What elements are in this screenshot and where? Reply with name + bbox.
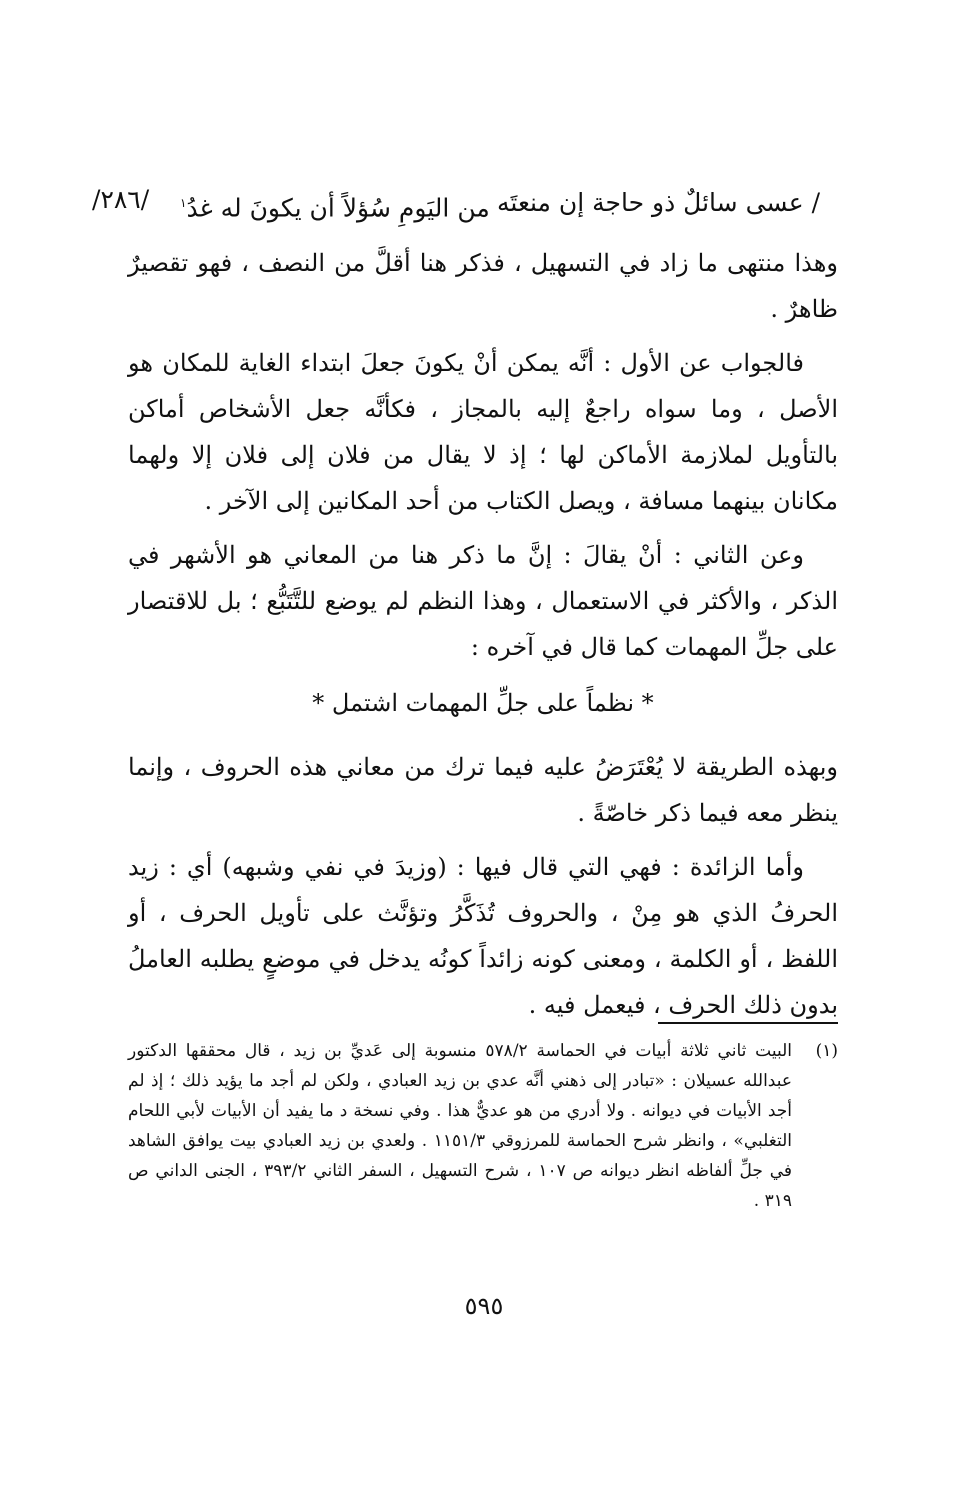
paragraph-method: وبهذه الطريقة لا يُعْتَرَضُ عليه فيما ترك من معاني هذه الحروف ، وإنما ينظر معه فيما ذكر خاصّةً . <box>128 753 838 827</box>
verse-line <box>180 178 820 233</box>
margin-page-reference: /٢٨٦/ <box>92 185 150 214</box>
verse-second-hemistich-text: من اليَومِ سُؤلاً أن يكونَ له غدُ <box>186 193 490 223</box>
paragraph-additional-min: وأما الزائدة : فهي التي قال فيها : (وزيدَ في نفي وشبهه) أي : زيد الحرفُ الذي هو مِنْ ، والحروف تُذَكَّرُ وتؤنَّث على تأويل الحرف ، أو اللفظ ، أو الكلمة ، ومعنى كونه زائداً كونُه يدخل في موضعٍ يطلبه العاملُ بدون ذلك الحرف ، فيعمل فيه . <box>128 853 838 1019</box>
paragraph-conclusion: وهذا منتهى ما زاد في التسهيل ، فذكر هنا أقلَّ من النصف ، فهو تقصيرٌ ظاهرٌ . <box>128 249 838 323</box>
footnote-text: البيت ثاني ثلاثة أبيات في الحماسة ٥٧٨/٢ منسوبة إلى عَديِّ بن زيد ، قال محققها الدكتور عبدالله عسيلان : «تبادر إلى ذهني أنَّه عدي بن زيد العبادي ، ولكن لم أجد ما يؤيد ذلك ؛ إذ لم أجد الأبيات في ديوانه . ولا أدري من هو عديٌّ هذا . وفي نسخة د ما يفيد أن الأبيات لأبي اللحام التغلبي» ، وانظر شرح الحماسة للمرزوقي ١١٥١/٣ . ولعدي بن زيد العبادي بيت يوافق الشاهد في جلِّ ألفاظه انظر ديوانه ص ١٠٧ ، شرح التسهيل ، السفر الثاني ٣٩٣/٢ ، الجنى الداني ص ٣١٩ . <box>128 1041 792 1211</box>
main-body-text <box>128 240 838 1036</box>
footnote-divider <box>658 1022 838 1024</box>
verse-first-hemistich: / عسى سائلٌ ذو حاجة إن منعتَه <box>497 188 820 217</box>
footnote-marker: ١ <box>180 196 187 210</box>
page-number: ٥٩٥ <box>464 1292 504 1320</box>
footnote-number: (١) <box>815 1041 838 1061</box>
paragraph-first-answer: فالجواب عن الأول : أنَّه يمكن أنْ يكونَ جعلَ ابتداء الغاية للمكان هو الأصل ، وما سواه راجعٌ إليه بالمجاز ، فكأنَّه جعل الأشخاص أماكن بالتأويل لملازمة الأماكن لها ؛ إذ لا يقال من فلان إلى فلان إلا ولهما مكانان بينهما مسافة ، ويصل الكتاب من أحد المكانين إلى الآخر . <box>128 349 838 515</box>
paragraph-second-answer: وعن الثاني : أنْ يقالَ : إنَّ ما ذكر هنا من المعاني هو الأشهر في الذكر ، والأكثر في الاستعمال ، وهذا النظم لم يوضع للتَّتَبُّع ؛ بل للاقتصار على جلِّ المهمات كما قال في آخره : <box>128 541 838 661</box>
verse-second-hemistich <box>180 178 490 233</box>
footnote <box>128 1036 838 1216</box>
quoted-verse: * نظماً على جلِّ المهمات اشتمل * <box>312 689 654 717</box>
